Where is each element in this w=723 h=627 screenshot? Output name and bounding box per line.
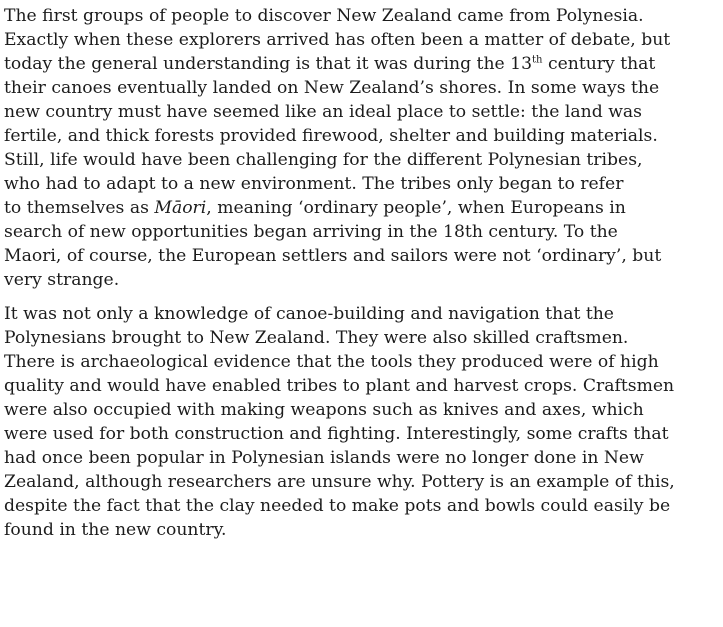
text-line: There is archaeological evidence that the tools they produced were of high — [4, 352, 659, 372]
text-line: new country must have seemed like an ideal place to settle: the land was — [4, 102, 642, 122]
italic-term: Māori — [154, 198, 207, 218]
text-run: century that — [542, 54, 656, 74]
text-run: , meaning ‘ordinary people’, when Europeans in — [206, 198, 626, 218]
text-line: fertile, and thick forests provided firewood, shelter and building materials. — [4, 126, 658, 146]
text-run: to themselves as — [4, 198, 155, 218]
text-line — [4, 52, 720, 76]
text-line: Zealand, although researchers are unsure why. Pottery is an example of this, — [4, 472, 675, 492]
text-line: Exactly when these explorers arrived has often been a matter of debate, but — [4, 30, 671, 50]
text-line: their canoes eventually landed on New Zealand’s shores. In some ways the — [4, 78, 660, 98]
document-body — [4, 4, 720, 542]
paragraph-2 — [4, 302, 720, 542]
text-line: who had to adapt to a new environment. The tribes only began to refer — [4, 174, 624, 194]
text-line: very strange. — [4, 270, 120, 290]
text-line: despite the fact that the clay needed to make pots and bowls could easily be — [4, 496, 671, 516]
text-run: today the general understanding is that it was during the 13 — [4, 54, 533, 74]
text-line: were also occupied with making weapons such as knives and axes, which — [4, 400, 644, 420]
text-line — [4, 196, 720, 220]
text-line: had once been popular in Polynesian islands were no longer done in New — [4, 448, 644, 468]
text-line: Maori, of course, the European settlers and sailors were not ‘ordinary’, but — [4, 246, 662, 266]
text-line: were used for both construction and fighting. Interestingly, some crafts that — [4, 424, 669, 444]
paragraph-1 — [4, 4, 720, 292]
text-line: It was not only a knowledge of canoe-building and navigation that the — [4, 304, 614, 324]
text-line: The first groups of people to discover New Zealand came from Polynesia. — [4, 6, 644, 26]
text-line: found in the new country. — [4, 520, 227, 540]
ordinal-superscript: th — [532, 54, 543, 66]
text-line: Polynesians brought to New Zealand. They were also skilled craftsmen. — [4, 328, 629, 348]
text-line: Still, life would have been challenging for the different Polynesian tribes, — [4, 150, 643, 170]
text-line: search of new opportunities began arriving in the 18th century. To the — [4, 222, 618, 242]
text-line: quality and would have enabled tribes to plant and harvest crops. Craftsmen — [4, 376, 675, 396]
